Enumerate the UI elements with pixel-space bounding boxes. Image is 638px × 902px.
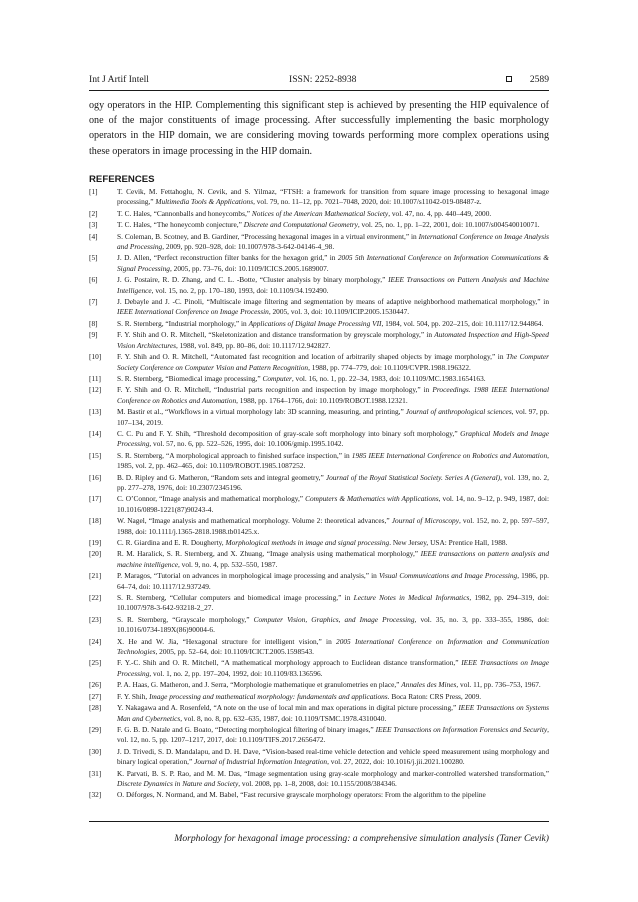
reference-venue: Automated Inspection and High-Speed Vision Architectures [117,330,549,350]
reference-venue: Computer Vision, Graphics, and Image Processing [253,614,415,624]
reference-number: [6] [89,275,98,285]
reference-number: [5] [89,253,98,263]
reference-venue: Morphological methods in image and signal processing [225,538,390,547]
reference-authors-title: S. R. Sternberg, “A morphological approach to finished surface inspection,” in [117,450,352,460]
reference-venue: IEEE Transactions on Systems Man and Cybernetics [117,703,549,723]
intro-paragraph: ogy operators in the HIP. Complementing this significant step is achieved by presenting the HIP equivalence of one of the major constituents of image processing. After successfully implementing the basic morphology operators in the HIP domain, we are considering moving towards performing more complex operations using these operators in image processing in the HIP domain. [89,100,549,157]
reference-authors-title: F. Y. Shih and O. R. Mitchell, “Skeletonization and distance transformation by greyscale morphology,” in [117,330,435,340]
reference-authors-title: B. D. Ripley and G. Matheron, “Random sets and integral geometry,” [117,472,326,482]
reference-venue: Multimedia Tools & Applications [155,197,254,207]
reference-venue: Applications of Digital Image Processing VII [248,318,382,328]
reference-item [89,473,549,494]
reference-venue: 2005 International Conference on Information and Communication Technologies [117,636,549,657]
reference-authors-title: S. R. Sternberg, “Cellular computers and biomedical image processing,” in [117,593,354,603]
reference-venue: Discrete Dynamics in Nature and Society [117,778,239,788]
reference-details: , vol. 152, no. 2, pp. 597–597, 1988, doi: 10.1111/j.1365-2818.1988.tb01425.x. [117,516,550,536]
reference-venue: Discrete and Computational Geometry [243,220,358,230]
reference-details: , vol. 9, no. 4, pp. 532–550, 1987. [177,559,278,569]
reference-details: , vol. 15, no. 2, pp. 170–180, 1993, doi: 10.1109/34.192490. [151,285,329,295]
reference-venue: Image processing and mathematical morphology: fundamentals and applications [149,691,388,701]
reference-number: [20] [89,549,102,559]
page-header [89,73,549,87]
reference-details: , 1986, pp. 64–74, doi: 10.1117/12.937249. [117,571,549,591]
reference-authors-title: S. Coleman, B. Scotney, and B. Gardiner, “Processing hexagonal images in a virtual environment,” in [117,231,419,241]
reference-item [89,703,549,724]
footer-rule [89,821,549,822]
reference-venue: International Conference on Image Analysis and Processing [117,231,549,252]
reference-details: , vol. 8, no. 8, pp. 632–635, 1987, doi: 10.1109/TSMC.1978.4310040. [180,713,387,723]
reference-venue: Computers & Mathematics with Applications [305,494,439,504]
reference-number: [3] [89,220,98,230]
reference-number: [23] [89,614,102,624]
journal-name: Int J Artif Intell [89,74,149,85]
reference-venue: Lecture Notes in Medical Informatics [353,593,470,603]
reference-venue: Annales des Mines [401,680,457,690]
reference-venue: Computer [262,373,292,383]
reference-details: , vol. 47, no. 4, pp. 440–449, 2000. [388,208,492,218]
reference-number: [24] [89,636,102,646]
reference-authors-title: T. C. Hales, “The honeycomb conjecture,” [117,220,244,230]
reference-details: , 1988, pp. 1764–1766, doi: 10.1109/ROBOT.1988.12321. [236,395,408,405]
reference-details: , 2005, vol. 3, doi: 10.1109/ICIP.2005.1530447. [268,307,410,317]
page-number: 2589 [529,74,549,85]
reference-authors-title: P. Maragos, “Tutorial on advances in morphological image processing and analysis,” in [117,571,379,581]
reference-details: , 1984, vol. 504, pp. 202–215, doi: 10.1117/12.944864. [381,318,544,328]
reference-item [89,319,549,329]
reference-item [89,549,549,570]
reference-number: [8] [89,318,98,328]
reference-details: , 1988, vol. 849, pp. 80–86, doi: 10.1117/12.942827. [175,340,331,350]
reference-number: [31] [89,768,102,778]
reference-number: [18] [89,516,102,526]
reference-item [89,747,549,768]
reference-venue: Journal of the Royal Statistical Society. Series A (General) [325,472,501,482]
running-title: Morphology for hexagonal image processing: a comprehensive simulation analysis (Taner Cevik) [174,833,549,844]
reference-authors-title: J. D. Allen, “Perfect reconstruction filter banks for the hexagon grid,” in [117,253,338,263]
references-list [89,187,549,802]
reference-authors-title: F. Y. Shih, [117,691,150,701]
reference-authors-title: F. Y. Shih and O. R. Mitchell, “Automated fast recognition and location of arbitrarily shaped objects by image morphology,” in [117,352,507,362]
reference-item [89,352,549,373]
reference-authors-title: J. D. Trivedi, S. D. Mandalapu, and D. H. Dave, “Vision-based real-time vehicle detection and vehicle speed measurement using morphology and binary logical operation,” [117,746,549,767]
reference-details: , 1988, pp. 774–779, doi: 10.1109/CVPR.1988.196322. [308,362,471,372]
reference-number: [4] [89,231,98,241]
reference-item [89,494,549,515]
reference-number: [22] [89,593,102,603]
reference-details: , vol. 97, pp. 107–134, 2019. [117,407,549,427]
reference-item [89,680,549,690]
reference-details: , vol. 79, no. 11–12, pp. 7021–7048, 2020, doi: 10.1007/s11042-019-08487-z. [253,197,482,207]
reference-item [89,692,549,702]
reference-authors-title: F. G. B. D. Natale and G. Boato, “Detecting morphological filtering of binary images,” [117,724,376,734]
references-heading: REFERENCES [89,174,155,185]
reference-number: [19] [89,538,102,547]
reference-authors-title: J. G. Postaire, R. D. Zhang, and C. L. -Botte, “Cluster analysis by binary morphology,” [117,275,389,285]
reference-number: [30] [89,746,102,756]
reference-item [89,232,549,253]
reference-details: , vol. 2008, pp. 1–8, 2008, doi: 10.1155/2008/384346. [238,778,397,788]
issn: ISSN: 2252-8938 [289,74,357,85]
reference-venue: Notices of the American Mathematical Society [251,208,389,218]
reference-number: [26] [89,680,102,690]
reference-number: [17] [89,494,102,504]
reference-authors-title: X. He and W. Jia, “Hexagonal structure for intelligent vision,” in [117,636,337,646]
reference-item [89,538,549,548]
reference-venue: IEEE International Conference on Image Processin [117,307,269,317]
reference-details: . Boca Raton: CRS Press, 2009. [387,691,482,701]
reference-authors-title: C. C. Pu and F. Y. Shih, “Threshold decomposition of gray-scale soft morphology into binary soft morphology,” [117,428,461,438]
reference-details: , 2009, pp. 920–928, doi: 10.1007/978-3-642-04146-4_98. [162,242,335,252]
reference-details: , vol. 25, no. 1, pp. 1–22, 2001, doi: 10.1007/s004540010071. [357,220,540,230]
reference-number: [14] [89,428,102,438]
reference-authors-title: F. Y. Shih and O. R. Mitchell, “Industrial parts recognition and inspection by image morphology,” in [117,385,433,395]
reference-authors-title: P. A. Haas, G. Matheron, and J. Serra, “Morphologie mathematique et granulometries en place,” [117,680,402,690]
reference-authors-title: R. M. Haralick, S. R. Sternberg, and X. Zhuang, “Image analysis using mathematical morphology,” [117,549,421,559]
reference-details: , vol. 35, no. 3, pp. 333–355, 1986, doi: 10.1016/0734-189X(86)90004-6. [117,614,550,635]
reference-item [89,615,549,636]
reference-authors-title: T. Cevik, M. Fettahoglu, N. Cevik, and S. Yilmaz, “FTSH: a framework for transition from square image processing to hexagonal image processing,” [117,187,549,207]
reference-details: , vol. 14, no. 9–12, p. 949, 1987, doi: 10.1016/0898-1221(87)90243-4. [117,494,550,514]
reference-details: , vol. 57, no. 6, pp. 522–526, 1995, doi: 10.1006/gmip.1995.1042. [149,439,344,449]
reference-item [89,385,549,406]
reference-number: [13] [89,407,102,417]
reference-venue: 1985 IEEE International Conference on Robotics and Automation [351,450,548,460]
reference-number: [15] [89,450,102,460]
reference-item [89,275,549,296]
reference-authors-title: S. R. Sternberg, “Biomedical image processing,” [117,373,263,383]
reference-item [89,220,549,230]
reference-item [89,769,549,790]
reference-authors-title: F. Y.-C. Shih and O. R. Mitchell, “A mathematical morphology approach to Euclidean distance transformation,” [117,658,462,668]
reference-number: [7] [89,297,98,307]
reference-authors-title: W. Nagel, “Image analysis and mathematical morphology. Volume 2: theoretical advances,” [117,516,392,526]
reference-item [89,429,549,450]
reference-authors-title: M. Bastir et al., “Workflows in a virtual morphology lab: 3D scanning, measuring, and printing,” [117,407,406,417]
header-rule [89,90,549,91]
reference-authors-title: T. C. Hales, “Cannonballs and honeycombs,” [117,208,252,218]
reference-authors-title: J. Debayle and J. -C. Pinoli, “Multiscale image filtering and segmentation by means of adaptive neighborhood mathematical morphology,” in [117,297,549,307]
reference-item [89,187,549,208]
reference-venue: IEEE Transactions on Pattern Analysis and Machine Intelligence [117,275,550,295]
reference-venue: Graphical Models and Image Processing [117,428,550,449]
reference-venue: Proceedings. 1988 IEEE International Conference on Robotics and Automation [117,385,549,405]
reference-details: , 1982, pp. 294–319, doi: 10.1007/978-3-642-93218-2_27. [117,593,549,613]
reference-item [89,658,549,679]
reference-item [89,593,549,614]
reference-item [89,407,549,428]
reference-number: [2] [89,208,98,218]
reference-item [89,297,549,318]
reference-item [89,725,549,746]
reference-item [89,253,549,274]
reference-number: [25] [89,658,102,668]
reference-venue: IEEE Transactions on Information Forensics and Security [375,724,548,734]
reference-details: . New Jersey, USA: Prentice Hall, 1988. [389,538,508,547]
reference-venue: IEEE Transactions on Image Processing [117,658,549,678]
reference-details: , vol. 16, no. 1, pp. 22–34, 1983, doi: 10.1109/MC.1983.1654163. [291,373,486,383]
reference-venue: Journal of anthropological sciences [405,407,512,417]
reference-item [89,571,549,592]
reference-venue: Journal of Industrial Information Integration [194,757,328,767]
reference-details: , vol. 11, pp. 736–753, 1967. [456,680,541,690]
reference-details: , vol. 139, no. 2, pp. 277–278, 1976, doi: 10.2307/2345196. [117,472,549,492]
reference-item [89,330,549,351]
reference-authors-title: S. R. Sternberg, “Grayscale morphology,” [117,614,254,624]
reference-details: , vol. 12, no. 5, pp. 1207–1217, 2017, doi: 10.1109/TIFS.2017.2656472. [117,724,549,745]
reference-details: , 1985, vol. 2, pp. 462–465, doi: 10.1109/ROBOT.1985.1087252. [117,450,549,471]
reference-authors-title: Y. Nakagawa and A. Rosenfeld, “A note on the use of local min and max operations in digital picture processing,” [117,703,459,713]
reference-item [89,637,549,658]
reference-authors-title: C. R. Giardina and E. R. Dougherty, [117,538,226,547]
reference-authors-title: C. O’Connor, “Image analysis and mathematical morphology,” [117,494,306,504]
reference-venue: The Computer Society Conference on Computer Vision and Pattern Recognition [117,352,549,372]
reference-number: [11] [89,373,101,383]
reference-venue: Journal of Microscopy [391,516,459,526]
reference-details: , vol. 1, no. 2, pp. 197–204, 1992, doi: 10.1109/83.136596. [149,668,323,678]
reference-item [89,451,549,472]
reference-number: [12] [89,385,102,395]
reference-authors-title: O. Déforges, N. Normand, and M. Babel, “Fast recursive grayscale morphology operators: From the algorithm to the pipeline [117,790,486,800]
reference-number: [21] [89,571,102,581]
reference-number: [9] [89,330,98,340]
reference-number: [1] [89,187,98,196]
reference-venue: 2005 5th International Conference on Information Communications & Signal Processing [117,253,549,273]
reference-number: [28] [89,703,102,713]
reference-venue: IEEE transactions on pattern analysis and machine intelligence [117,549,550,569]
reference-venue: Visual Communications and Image Processing [378,571,518,581]
reference-number: [32] [89,790,102,800]
reference-item [89,374,549,384]
reference-number: [27] [89,691,102,701]
reference-item [89,209,549,219]
square-icon [506,76,512,82]
reference-details: , 2005, pp. 52–64, doi: 10.1109/ICICT.2005.1598543. [155,647,314,657]
reference-details: , 2005, pp. 73–76, doi: 10.1109/ICICS.2005.1689007. [169,263,329,273]
reference-number: [10] [89,352,102,362]
reference-item [89,790,549,800]
reference-number: [29] [89,724,102,734]
reference-authors-title: K. Parvati, B. S. P. Rao, and M. M. Das, “Image segmentation using gray-scale morphology and marker-controlled watershed transformation,” [117,768,549,778]
reference-item [89,516,549,537]
reference-details: , vol. 27, 2022, doi: 10.1016/j.jii.2021.100280. [327,757,465,767]
reference-authors-title: S. R. Sternberg, “Industrial morphology,” in [117,318,249,328]
reference-number: [16] [89,472,102,482]
